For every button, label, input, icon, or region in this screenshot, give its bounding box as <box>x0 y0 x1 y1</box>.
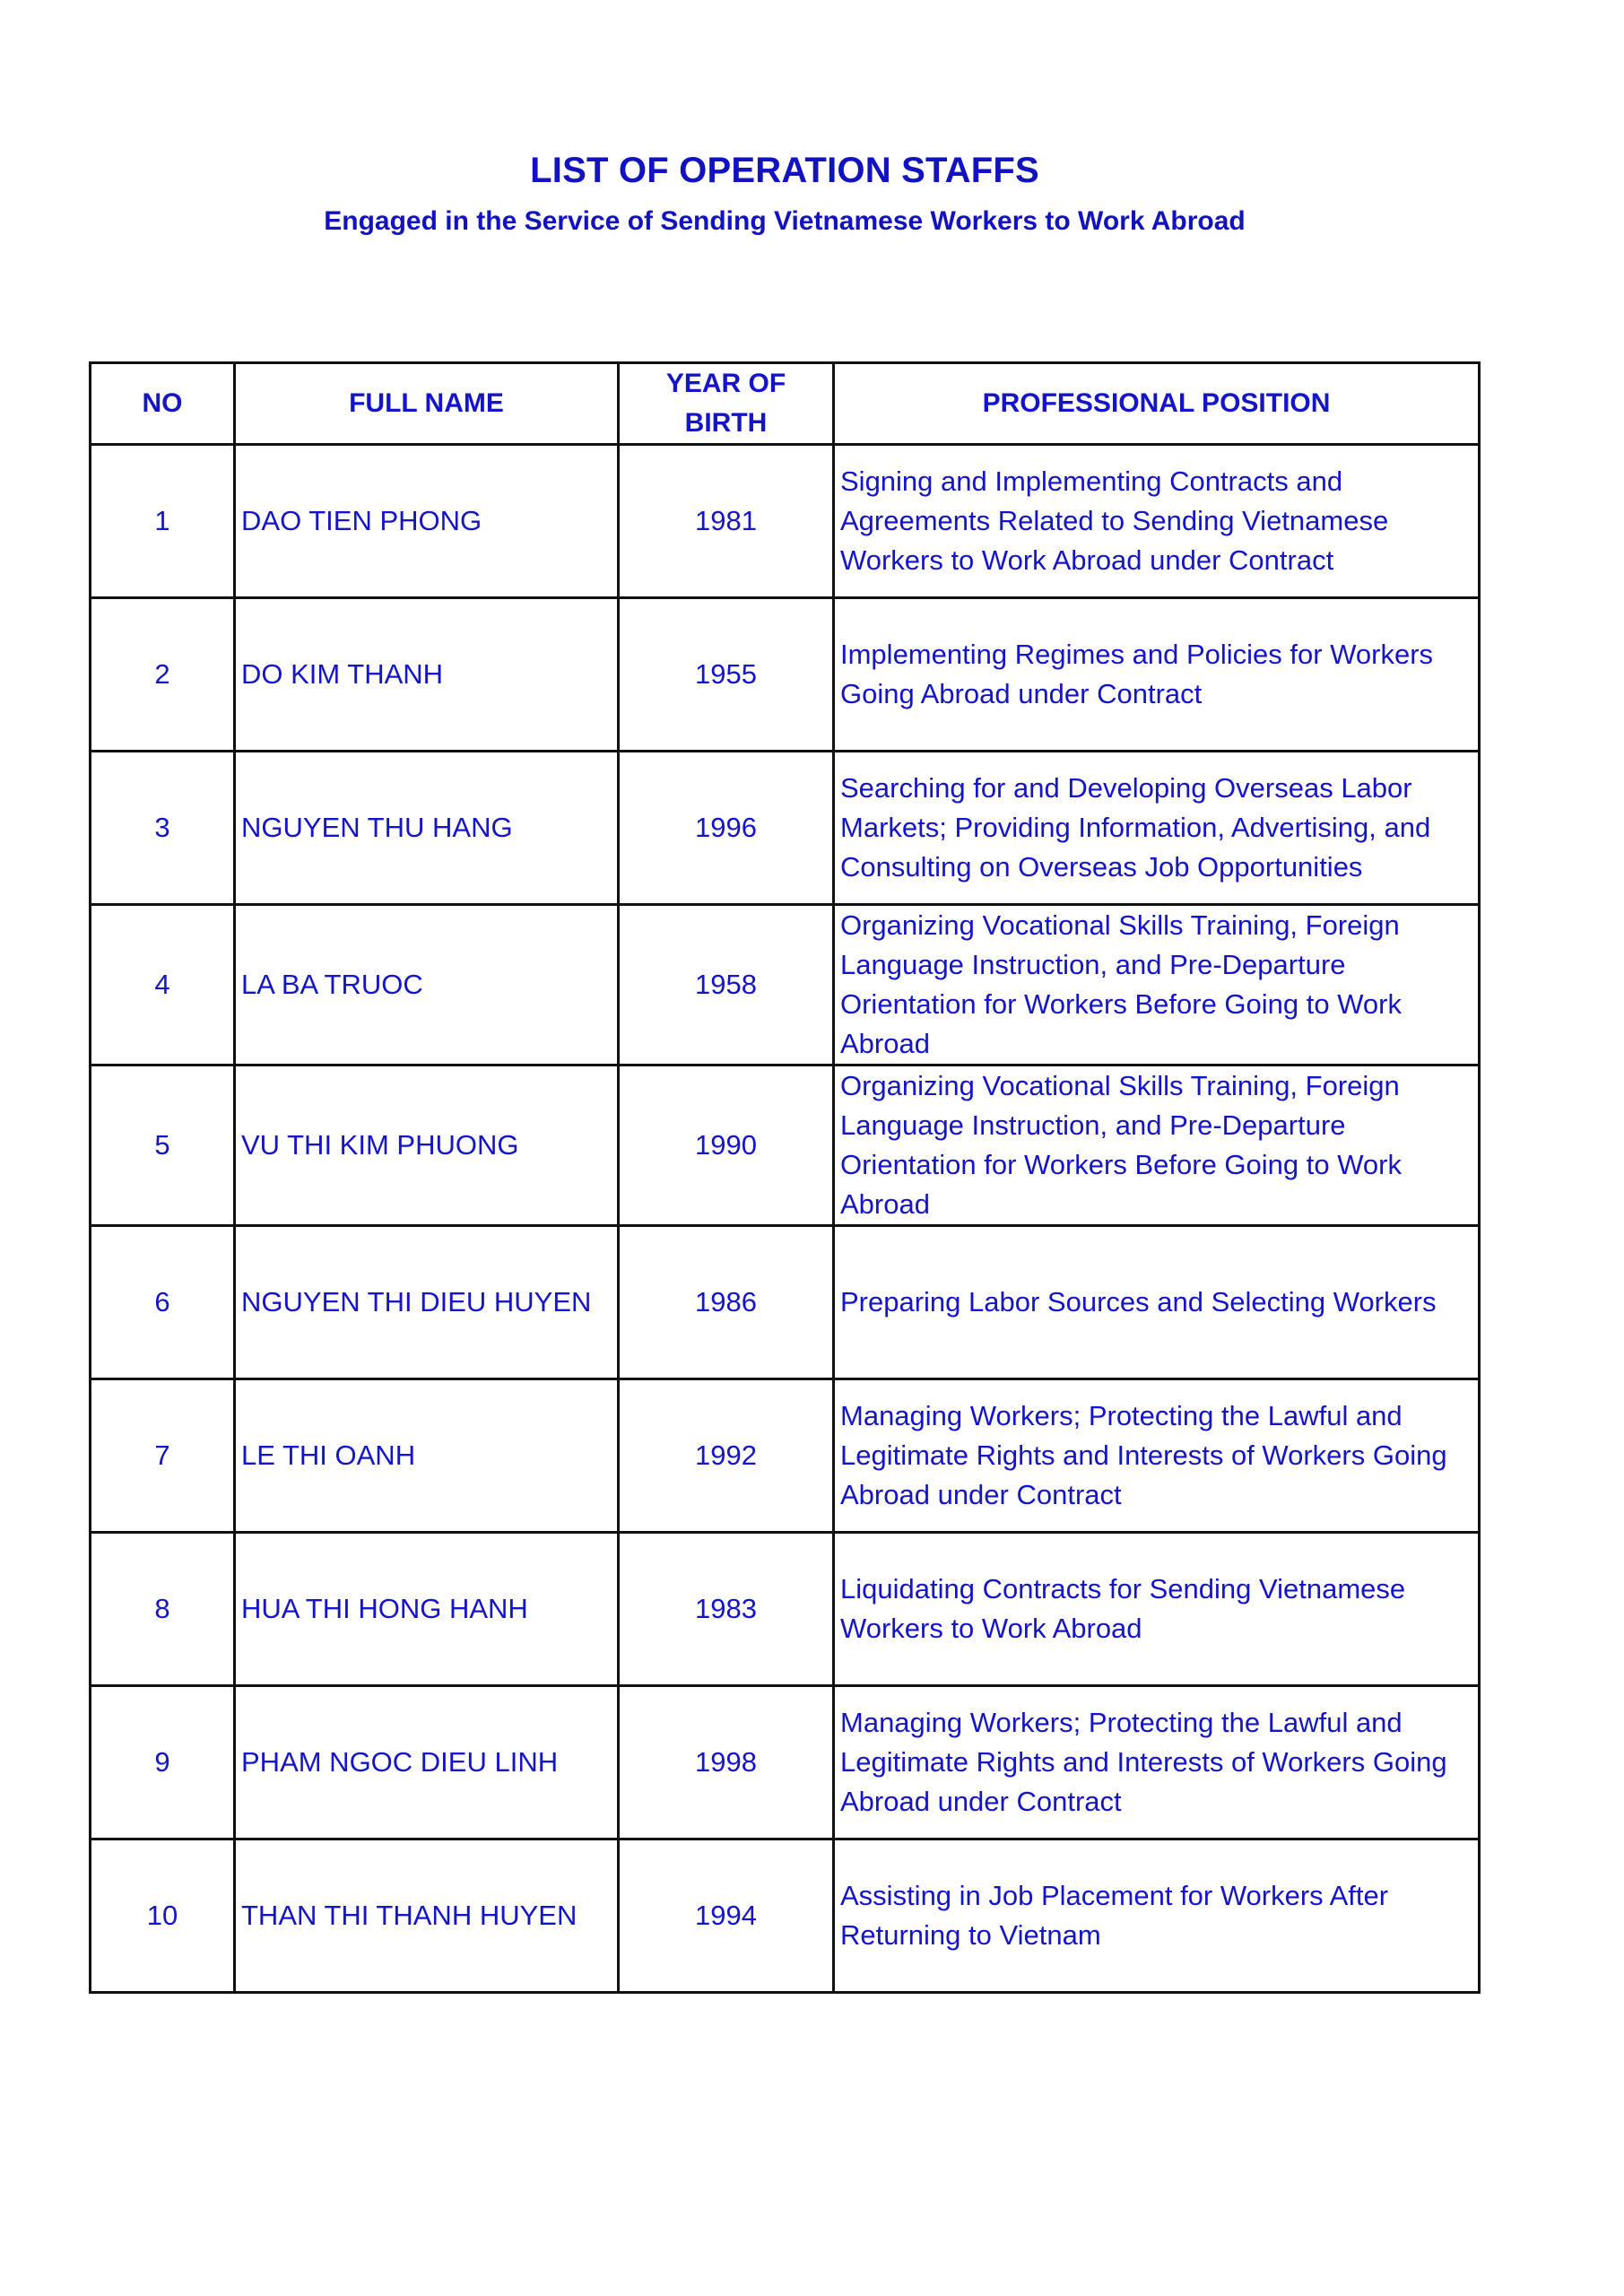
table-row <box>91 1839 1480 1993</box>
cell-no: 9 <box>91 1686 235 1839</box>
cell-full-name: LA BA TRUOC <box>235 905 619 1065</box>
table-row <box>91 598 1480 752</box>
cell-year-of-birth: 1986 <box>619 1226 834 1379</box>
cell-full-name: DAO TIEN PHONG <box>235 445 619 598</box>
cell-no: 4 <box>91 905 235 1065</box>
column-header-full-name: FULL NAME <box>235 363 619 445</box>
cell-professional-position: Organizing Vocational Skills Training, Foreign Language Instruction, and Pre-Departure Orientation for Workers Before Going to Work Abroad <box>834 905 1480 1065</box>
cell-professional-position: Organizing Vocational Skills Training, Foreign Language Instruction, and Pre-Departure Orientation for Workers Before Going to Work Abroad <box>834 1065 1480 1226</box>
cell-professional-position: Assisting in Job Placement for Workers After Returning to Vietnam <box>834 1839 1480 1993</box>
document-title: LIST OF OPERATION STAFFS <box>530 151 1039 190</box>
cell-full-name: LE THI OANH <box>235 1379 619 1533</box>
cell-full-name: DO KIM THANH <box>235 598 619 752</box>
cell-year-of-birth: 1983 <box>619 1533 834 1686</box>
table-row <box>91 1533 1480 1686</box>
cell-year-of-birth: 1994 <box>619 1839 834 1993</box>
cell-professional-position: Preparing Labor Sources and Selecting Workers <box>834 1226 1480 1379</box>
table-row <box>91 1226 1480 1379</box>
cell-full-name: NGUYEN THI DIEU HUYEN <box>235 1226 619 1379</box>
cell-no: 1 <box>91 445 235 598</box>
cell-professional-position: Searching for and Developing Overseas Labor Markets; Providing Information, Advertising, and Consulting on Overseas Job Opportunities <box>834 752 1480 905</box>
cell-no: 5 <box>91 1065 235 1226</box>
table-row <box>91 905 1480 1065</box>
table-row <box>91 1686 1480 1839</box>
document-subtitle: Engaged in the Service of Sending Vietnamese Workers to Work Abroad <box>324 206 1246 236</box>
cell-year-of-birth: 1990 <box>619 1065 834 1226</box>
cell-professional-position: Managing Workers; Protecting the Lawful and Legitimate Rights and Interests of Workers Going Abroad under Contract <box>834 1379 1480 1533</box>
cell-year-of-birth: 1958 <box>619 905 834 1065</box>
cell-professional-position: Signing and Implementing Contracts and Agreements Related to Sending Vietnamese Workers to Work Abroad under Contract <box>834 445 1480 598</box>
cell-professional-position: Implementing Regimes and Policies for Workers Going Abroad under Contract <box>834 598 1480 752</box>
cell-no: 3 <box>91 752 235 905</box>
table-row <box>91 445 1480 598</box>
cell-year-of-birth: 1955 <box>619 598 834 752</box>
table-row <box>91 752 1480 905</box>
cell-professional-position: Managing Workers; Protecting the Lawful and Legitimate Rights and Interests of Workers Going Abroad under Contract <box>834 1686 1480 1839</box>
cell-full-name: VU THI KIM PHUONG <box>235 1065 619 1226</box>
cell-no: 10 <box>91 1839 235 1993</box>
staff-table <box>89 361 1481 1994</box>
cell-year-of-birth: 1998 <box>619 1686 834 1839</box>
column-header-professional-position: PROFESSIONAL POSITION <box>834 363 1480 445</box>
cell-no: 7 <box>91 1379 235 1533</box>
cell-no: 2 <box>91 598 235 752</box>
cell-full-name: PHAM NGOC DIEU LINH <box>235 1686 619 1839</box>
cell-full-name: NGUYEN THU HANG <box>235 752 619 905</box>
cell-full-name: HUA THI HONG HANH <box>235 1533 619 1686</box>
cell-no: 8 <box>91 1533 235 1686</box>
table-header-row <box>91 363 1480 445</box>
cell-no: 6 <box>91 1226 235 1379</box>
column-header-no: NO <box>91 363 235 445</box>
table-row <box>91 1379 1480 1533</box>
cell-full-name: THAN THI THANH HUYEN <box>235 1839 619 1993</box>
cell-year-of-birth: 1992 <box>619 1379 834 1533</box>
column-header-year-of-birth: YEAR OF BIRTH <box>619 363 834 445</box>
cell-professional-position: Liquidating Contracts for Sending Vietnamese Workers to Work Abroad <box>834 1533 1480 1686</box>
cell-year-of-birth: 1981 <box>619 445 834 598</box>
cell-year-of-birth: 1996 <box>619 752 834 905</box>
table-row <box>91 1065 1480 1226</box>
